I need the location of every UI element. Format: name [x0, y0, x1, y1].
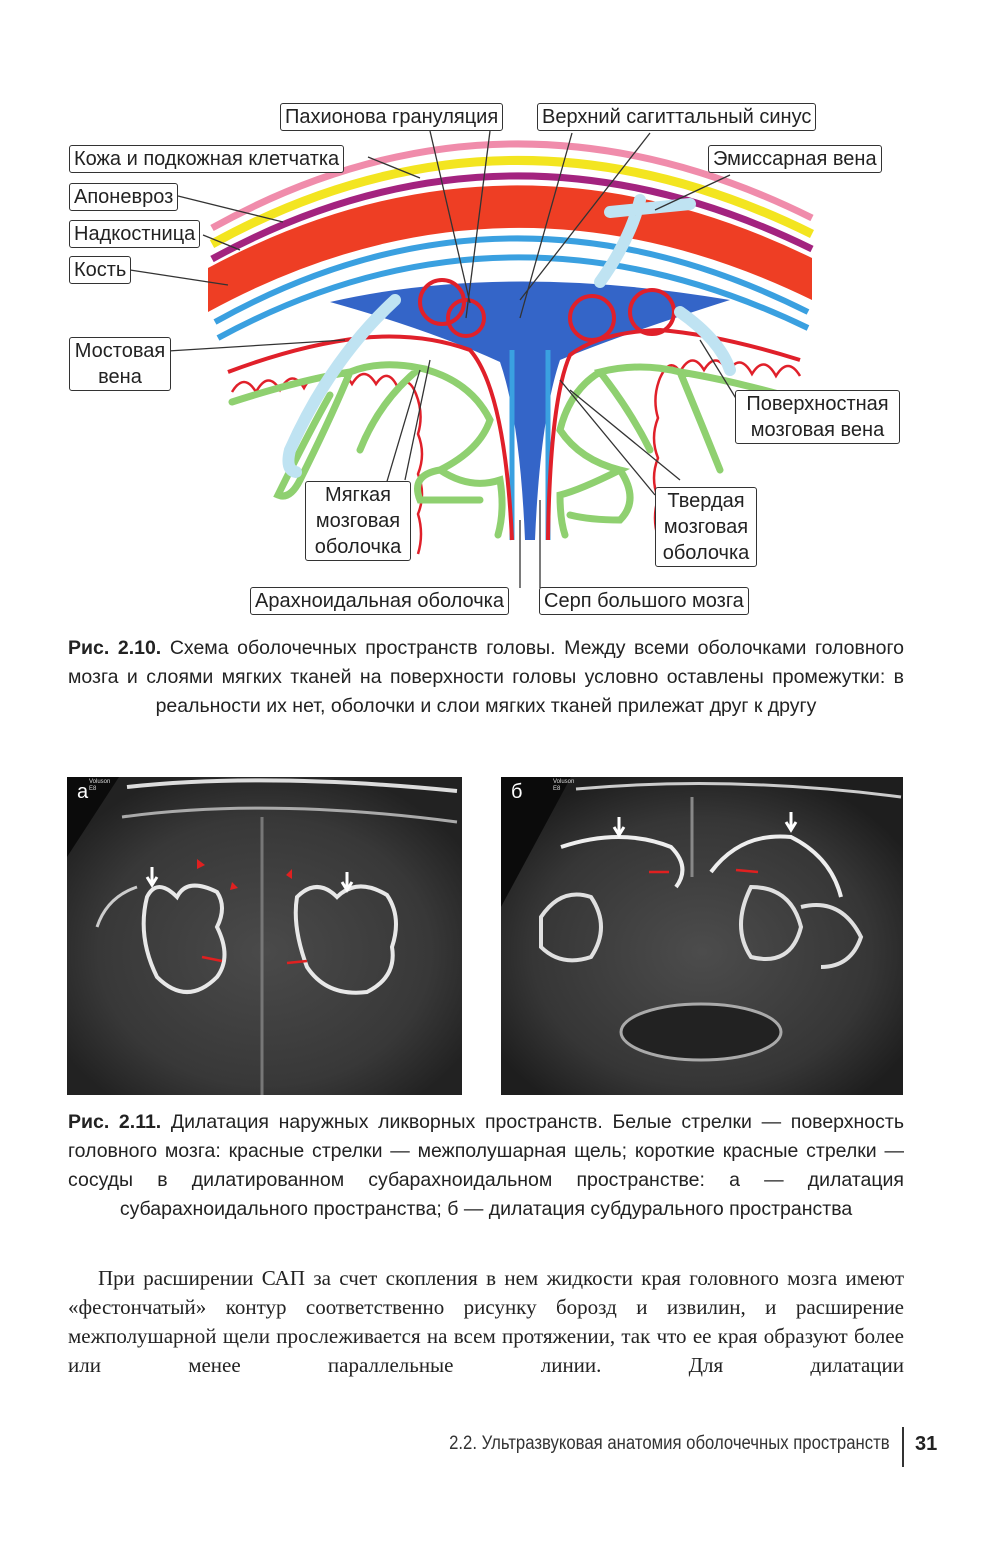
ultrasound-image-a	[67, 777, 462, 1095]
panel-a-device-tag: Voluson E8	[89, 779, 111, 792]
page-footer	[0, 1425, 1000, 1469]
label-skin: Кожа и подкожная клетчатка	[69, 145, 344, 173]
ultrasound-panel-b	[501, 777, 903, 1095]
label-pachionian-granulation: Пахионова грануляция	[280, 103, 503, 131]
label-dura-mater: Твердая мозговая оболочка	[655, 487, 757, 567]
figure-2-11-caption	[68, 1108, 904, 1224]
figure-2-10-caption-label: Рис. 2.10.	[68, 637, 162, 659]
figure-2-10-caption-text: Схема оболочечных пространств головы. Между всеми оболочками головного мозга и слоями мягких тканей на поверхности головы условно оставлены промежутки: в реальности их нет, оболочки и слои мягких тканей прилежат друг к другу	[68, 637, 905, 717]
meninges-diagram	[0, 0, 1000, 640]
ultrasound-panel-a	[67, 777, 462, 1095]
body-paragraph: При расширении САП за счет скопления в нем жидкости края головного мозга имеют «фестончатый» контур соответственно рисунку борозд и извилин, и расширение межполушарной щели прослеживается на всем протяжении, так что ее края образуют более или менее параллельные линии. Для дилатации	[68, 1266, 904, 1377]
label-falx-cerebri: Серп большого мозга	[539, 587, 749, 615]
footer-separator	[902, 1427, 904, 1467]
figure-2-11-caption-text: Дилатация наружных ликворных пространств. Белые стрелки — поверхность головного мозга: красные стрелки — межполушарная щель; короткие красные стрелки — сосуды в дилатированном субарахноидальном пространстве: а — дилатация субарахноидального пространства; б — дилатация субдурального пространства	[68, 1111, 904, 1220]
figure-2-10-caption	[68, 634, 904, 721]
label-superficial-cerebral-vein: Поверхностная мозговая вена	[735, 390, 900, 444]
label-superior-sagittal-sinus: Верхний сагиттальный синус	[537, 103, 816, 131]
label-bone: Кость	[69, 256, 131, 284]
footer-section-title: 2.2. Ультразвуковая анатомия оболочечных пространств	[449, 1433, 890, 1454]
panel-b-letter: б	[511, 781, 523, 803]
figure-2-11-caption-label: Рис. 2.11.	[68, 1111, 162, 1133]
label-emissary-vein: Эмиссарная вена	[708, 145, 882, 173]
label-periosteum: Надкостница	[69, 220, 200, 248]
panel-a-letter: а	[77, 781, 89, 803]
label-arachnoid: Арахноидальная оболочка	[250, 587, 509, 615]
panel-b-device-tag: Voluson E8	[553, 779, 575, 792]
page-number: 31	[915, 1433, 938, 1455]
label-aponeurosis: Апоневроз	[69, 183, 178, 211]
ultrasound-image-b	[501, 777, 903, 1095]
label-pia-mater: Мягкая мозговая оболочка	[305, 481, 411, 561]
label-bridging-vein: Мостовая вена	[69, 337, 171, 391]
